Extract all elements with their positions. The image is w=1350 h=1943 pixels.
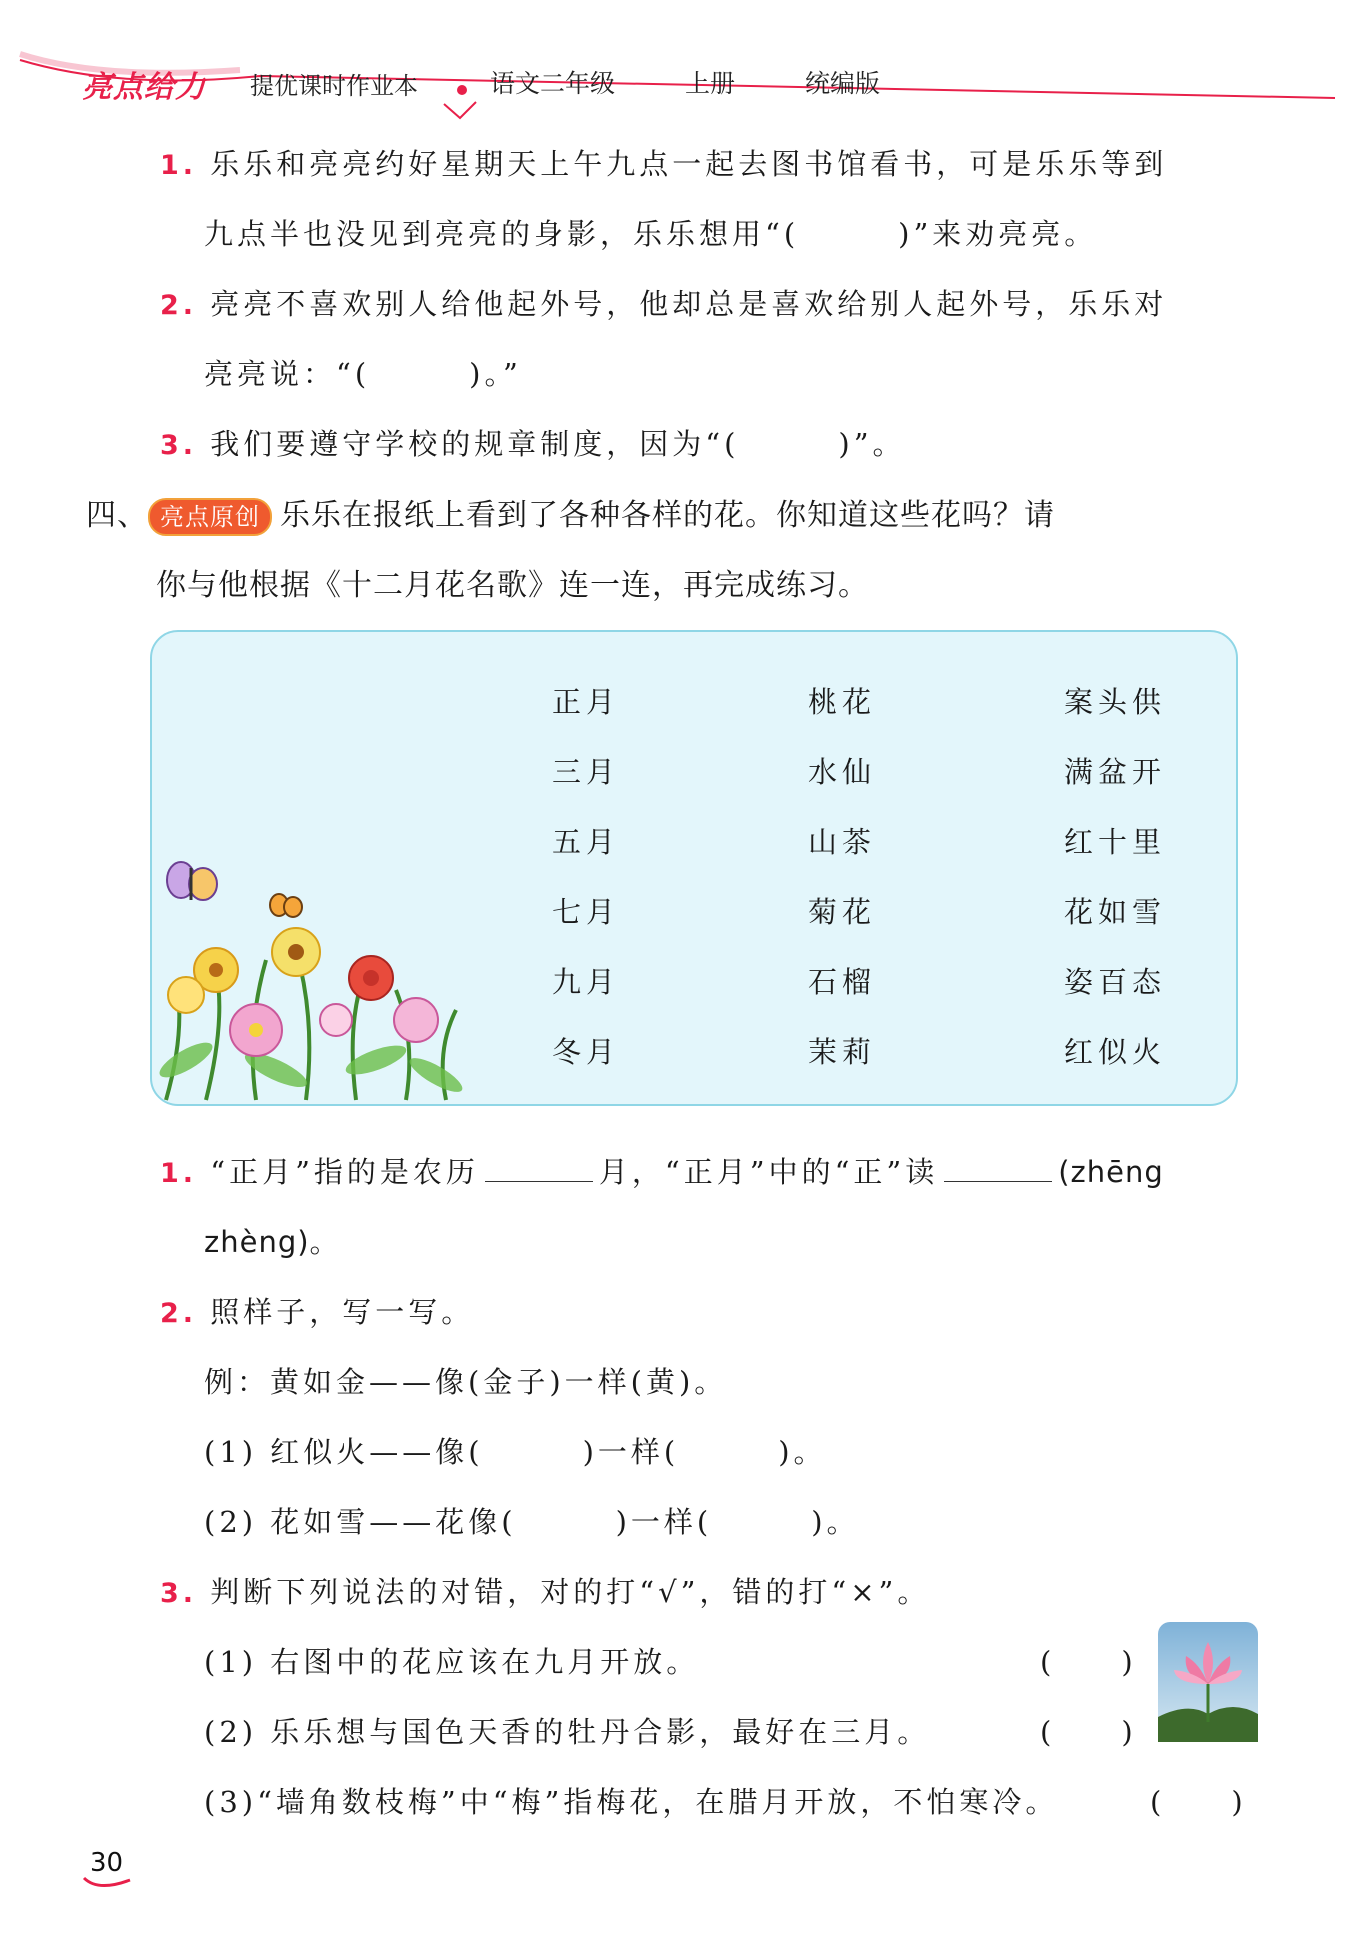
q3-item-1: (1) 右图中的花应该在九月开放。 <box>204 1645 700 1679</box>
flower-6: 茉莉 <box>808 1035 877 1069</box>
q3-title: 3. 判断下列说法的对错，对的打“√”，错的打“×”。 <box>160 1575 931 1609</box>
q1-blank-month[interactable] <box>485 1151 593 1182</box>
p3-item-3: 3. 我们要遵守学校的规章制度，因为“( )”。 <box>160 427 906 461</box>
phrase-4: 花如雪 <box>1064 895 1167 929</box>
section4-heading: 四、 亮点原创 乐乐在报纸上看到了各种各样的花。你知道这些花吗？请 <box>86 490 1055 536</box>
month-6: 冬月 <box>552 1035 621 1069</box>
phrase-5: 姿百态 <box>1064 965 1167 999</box>
flower-5: 石榴 <box>808 965 877 999</box>
q3-item-3: (3)“墙角数枝梅”中“梅”指梅花，在腊月开放，不怕寒冷。 <box>204 1785 1059 1819</box>
phrase-3: 红十里 <box>1064 825 1167 859</box>
flower-1: 桃花 <box>808 685 877 719</box>
p3-item-1-line2: 九点半也没见到亮亮的身影，乐乐想用“( )”来劝亮亮。 <box>204 217 1098 251</box>
p3-item-1-line1: 1. 乐乐和亮亮约好星期天上午九点一起去图书馆看书，可是乐乐等到 <box>160 147 1168 181</box>
month-4: 七月 <box>552 895 621 929</box>
phrase-2: 满盆开 <box>1064 755 1167 789</box>
flower-2: 水仙 <box>808 755 877 789</box>
p3-item-2-line2: 亮亮说：“( )。” <box>204 357 522 391</box>
book-info <box>490 64 912 100</box>
q1-blank-pinyin[interactable] <box>944 1151 1052 1182</box>
p3-item-2-line1: 2. 亮亮不喜欢别人给他起外号，他却总是喜欢给别人起外号，乐乐对 <box>160 287 1168 321</box>
q2-item-2: (2) 花如雪——花像( )一样( )。 <box>204 1505 860 1539</box>
subject: 语文二年级 <box>490 69 616 98</box>
original-badge: 亮点原创 <box>148 498 272 536</box>
book-subtitle: 提优课时作业本 <box>250 72 418 100</box>
q2-example: 例：黄如金——像(金子)一样(黄)。 <box>204 1365 728 1399</box>
flower-4: 菊花 <box>808 895 877 929</box>
flower-3: 山茶 <box>808 825 877 859</box>
q3-item-2-answer[interactable]: ( ) <box>1040 1715 1137 1749</box>
q3-item-3-answer[interactable]: ( ) <box>1150 1785 1247 1819</box>
page-number: 30 <box>90 1848 124 1878</box>
q1-line1: 1. “正月”指的是农历 月，“正月”中的“正”读 (zhēng <box>160 1150 1164 1191</box>
q2-item-1: (1) 红似火——像( )一样( )。 <box>204 1435 827 1469</box>
month-5: 九月 <box>552 965 621 999</box>
q3-item-1-answer[interactable]: ( ) <box>1040 1645 1137 1679</box>
edition: 统编版 <box>804 69 880 98</box>
month-2: 三月 <box>552 755 621 789</box>
q1-line2: zhèng)。 <box>204 1225 340 1259</box>
month-3: 五月 <box>552 825 621 859</box>
volume: 上册 <box>684 69 735 98</box>
section4-heading-line2: 你与他根据《十二月花名歌》连一连，再完成练习。 <box>156 568 869 603</box>
month-1: 正月 <box>552 685 621 719</box>
brand-logo: 亮点给力 <box>82 70 206 105</box>
flower-illustration-icon <box>146 860 476 1106</box>
lotus-photo-icon <box>1158 1622 1258 1742</box>
q3-item-2: (2) 乐乐想与国色天香的牡丹合影，最好在三月。 <box>204 1715 931 1749</box>
phrase-1: 案头供 <box>1064 685 1167 719</box>
q2-title: 2. 照样子，写一写。 <box>160 1295 475 1329</box>
phrase-6: 红似火 <box>1064 1035 1167 1069</box>
